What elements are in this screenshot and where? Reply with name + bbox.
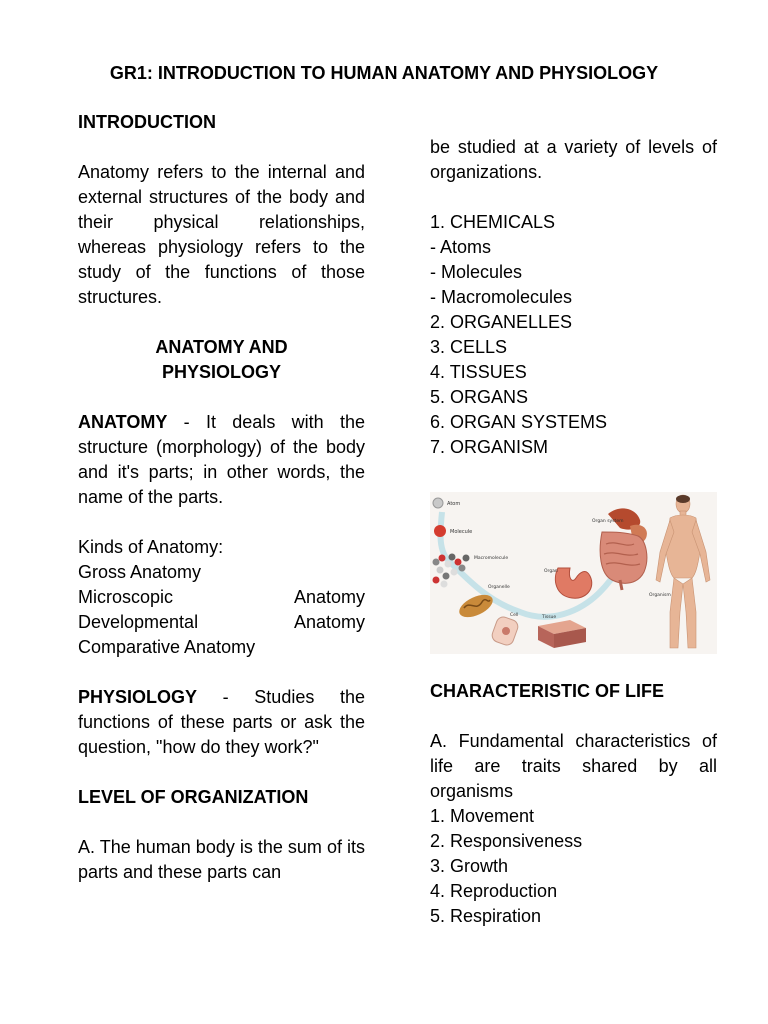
level-of-organization-text: A. The human body is the sum of its parts and these parts can [78, 837, 365, 882]
figure-label-atom: Atom [447, 501, 461, 507]
atom-shape [433, 498, 443, 508]
level-item: - Molecules [430, 262, 523, 282]
level-item: 4. TISSUES [430, 362, 527, 382]
level-item: 5. ORGANS [430, 387, 529, 407]
level-item: 1. CHEMICALS [430, 212, 556, 232]
figure-label-organism: Organism [649, 593, 671, 598]
kinds-item: Gross Anatomy [78, 562, 202, 582]
life-item: 3. Growth [430, 856, 509, 876]
introduction-paragraph: Anatomy refers to the internal and external structures of the body and their physical relationships, whereas physiology refers to the study of the functions of those structures. [78, 162, 365, 307]
level-item: 2. ORGANELLES [430, 312, 573, 332]
figure-label-organelle: Organelle [488, 585, 510, 590]
anatomy-definition [78, 410, 365, 510]
figure-label-organ: Organ [544, 569, 558, 574]
kinds-of-anatomy-heading: Kinds of Anatomy: [78, 537, 224, 557]
molecule-shape [434, 525, 446, 537]
right-column [430, 135, 717, 929]
life-item: 1. Movement [430, 806, 535, 826]
figure-label-organ-system: Organ system [592, 519, 624, 524]
level-item: 3. CELLS [430, 337, 508, 357]
figure-label-tissue: Tissue [542, 615, 557, 620]
physiology-definition [78, 685, 365, 760]
life-item: 2. Responsiveness [430, 831, 583, 851]
life-item: 5. Respiration [430, 906, 542, 926]
anatomy-definition-text: - It deals with the structure (morphology) of the body and it's parts; in other words, the name of the parts. [78, 412, 365, 507]
anatomy-physiology-heading-line1: ANATOMY AND [155, 337, 288, 357]
anatomy-term: ANATOMY [78, 412, 168, 432]
level-of-organization-text-continued: be studied at a variety of levels of organizations. [430, 137, 717, 182]
physiology-definition-text: - Studies the functions of these parts or ask the question, "how do they work?" [78, 687, 365, 757]
characteristic-of-life-text: A. Fundamental characteristics of life are traits shared by all organisms [430, 731, 717, 801]
anatomy-physiology-heading-line2: PHYSIOLOGY [161, 362, 282, 382]
page-title: GR1: INTRODUCTION TO HUMAN ANATOMY AND PHYSIOLOGY [109, 63, 659, 83]
physiology-term: PHYSIOLOGY [78, 687, 198, 707]
figure-label-macromolecule: Macromolecule [474, 556, 509, 561]
kinds-item: Microscopic Anatomy [78, 587, 365, 607]
level-item: 7. ORGANISM [430, 437, 549, 457]
kinds-item: Comparative Anatomy [78, 637, 256, 657]
levels-of-organization-figure [430, 492, 717, 654]
level-item: 6. ORGAN SYSTEMS [430, 412, 608, 432]
characteristic-of-life-heading: CHARACTERISTIC OF LIFE [430, 681, 664, 701]
figure-label-molecule: Molecule [450, 529, 473, 535]
left-column [78, 110, 365, 885]
level-of-organization-heading: LEVEL OF ORGANIZATION [78, 787, 309, 807]
level-item: - Macromolecules [430, 287, 573, 307]
life-item: 4. Reproduction [430, 881, 558, 901]
kinds-item: Developmental Anatomy [78, 612, 365, 632]
introduction-heading: INTRODUCTION [78, 112, 216, 132]
level-item: - Atoms [430, 237, 492, 257]
figure-label-cell: Cell [510, 613, 519, 618]
